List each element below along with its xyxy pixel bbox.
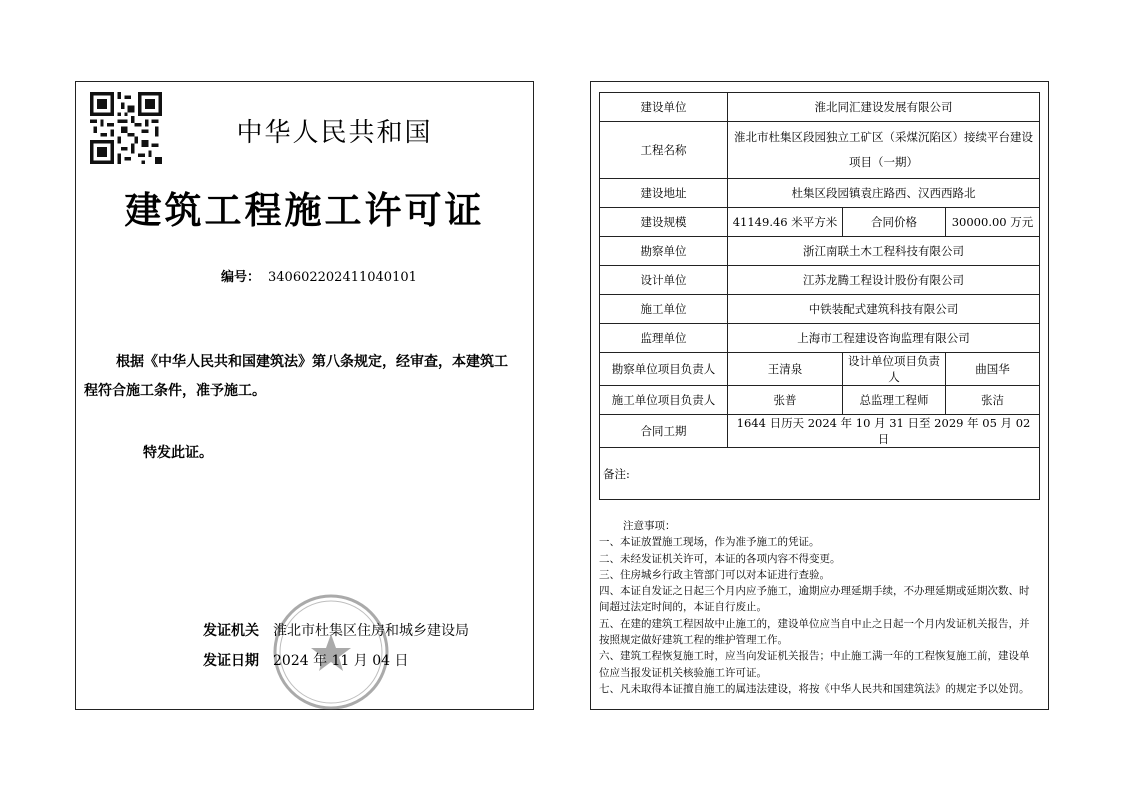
table-row (600, 208, 1040, 237)
notes-item: 四、本证自发证之日起三个月内应予施工，逾期应办理延期手续，不办理延期或延期次数、时间超过法定时间的，本证自行废止。 (599, 585, 1030, 614)
row-value: 曲国华 (946, 353, 1040, 386)
row-label: 设计单位项目负责人 (843, 353, 946, 386)
table-row (600, 415, 1040, 448)
row-value: 王清泉 (728, 353, 843, 386)
row-label: 建设规模 (600, 208, 728, 237)
row-value: 张洁 (946, 386, 1040, 415)
notes-item: 一、本证放置施工现场，作为准予施工的凭证。 (599, 536, 820, 549)
row-value: 浙江南联土木工程科技有限公司 (728, 237, 1040, 266)
table-row (600, 353, 1040, 386)
row-label: 总监理工程师 (843, 386, 946, 415)
row-label: 建设单位 (600, 93, 728, 122)
row-label: 设计单位 (600, 266, 728, 295)
row-label: 施工单位 (600, 295, 728, 324)
issue-date-label: 发证日期 (203, 653, 259, 669)
remarks-cell: 备注: (600, 448, 1040, 500)
table-row (600, 122, 1040, 179)
table-row (600, 295, 1040, 324)
notes-item: 二、未经发证机关许可，本证的各项内容不得变更。 (599, 552, 841, 565)
permit-detail-page (590, 81, 1049, 710)
permit-number-value: 340602202411040101 (268, 270, 417, 285)
issuer-label: 发证机关 (203, 623, 259, 639)
row-label: 合同工期 (600, 415, 728, 448)
row-value: 淮北同汇建设发展有限公司 (728, 93, 1040, 122)
permit-title: 建筑工程施工许可证 (124, 188, 485, 232)
row-value: 淮北市杜集区段园独立工矿区（采煤沉陷区）接续平台建设项目（一期） (728, 122, 1040, 179)
row-label: 勘察单位项目负责人 (600, 353, 728, 386)
row-value: 41149.46 米平方米 (728, 208, 843, 237)
permit-number-label: 编号： (221, 270, 261, 285)
row-value: 中铁装配式建筑科技有限公司 (728, 295, 1040, 324)
notes-title: 注意事项： (623, 520, 676, 532)
row-value: 上海市工程建设咨询监理有限公司 (728, 324, 1040, 353)
table-row (600, 179, 1040, 208)
issuer-value: 淮北市杜集区住房和城乡建设局 (273, 623, 469, 639)
notes-item: 五、在建的建筑工程因故中止施工的，建设单位应当自中止之日起一个月内发证机关报告，并按照规定做好建筑工程的维护管理工作。 (599, 617, 1030, 647)
row-value: 杜集区段园镇袁庄路西、汉西西路北 (728, 179, 1040, 208)
table-row (600, 93, 1040, 122)
notes-item: 七、凡未取得本证擅自施工的属违法建设，将按《中华人民共和国建筑法》的规定予以处罚。 (599, 682, 1030, 695)
row-label: 勘察单位 (600, 237, 728, 266)
permit-cover-page (75, 81, 534, 710)
notes-item: 三、住房城乡行政主管部门可以对本证进行查验。 (599, 568, 830, 581)
row-label: 施工单位项目负责人 (600, 386, 728, 415)
row-label: 监理单位 (600, 324, 728, 353)
row-label: 建设地址 (600, 179, 728, 208)
row-value: 张普 (728, 386, 843, 415)
table-row (600, 324, 1040, 353)
notes-item: 六、建筑工程恢复施工时，应当向发证机关报告；中止施工满一年的工程恢复施工前，建设单位应当报发证机关核验施工许可证。 (599, 650, 1030, 679)
row-label: 合同价格 (843, 208, 946, 237)
row-value: 30000.00 万元 (946, 208, 1040, 237)
notes-section (599, 518, 1035, 697)
table-row (600, 386, 1040, 415)
permit-body-text: 根据《中华人民共和国建筑法》第八条规定，经审查，本建筑工程符合施工条件，准予施工。 (84, 354, 508, 399)
country-title: 中华人民共和国 (236, 118, 433, 148)
table-row (600, 266, 1040, 295)
issue-date (203, 650, 409, 670)
permit-special-text: 特发此证。 (143, 445, 213, 461)
row-value: 江苏龙腾工程设计股份有限公司 (728, 266, 1040, 295)
row-label: 工程名称 (600, 122, 728, 179)
table-row (600, 448, 1040, 500)
issue-date-value: 2024 年 11 月 04 日 (273, 653, 409, 669)
table-row (600, 237, 1040, 266)
permit-number (221, 266, 417, 285)
row-value: 1644 日历天 2024 年 10 月 31 日至 2029 年 05 月 02 日 (728, 415, 1040, 448)
project-info-table (599, 92, 1040, 500)
issuer-organization (203, 620, 469, 640)
